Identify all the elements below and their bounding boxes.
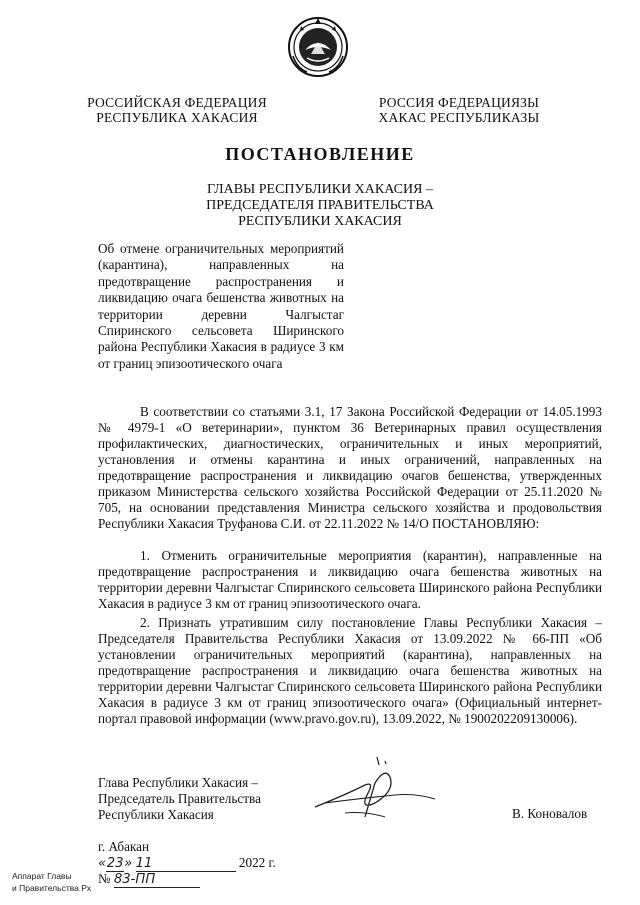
document-title: ПОСТАНОВЛЕНИЕ — [225, 144, 415, 164]
signatory-title — [98, 775, 298, 824]
date-month: 11 — [136, 856, 236, 872]
number-row — [98, 871, 200, 888]
date-row — [98, 855, 278, 872]
number-value: 83-ПП — [114, 872, 200, 888]
place-of-issue: г. Абакан — [98, 839, 150, 854]
number-label: № — [98, 871, 111, 886]
header-right-line1: РОССИЯ ФЕДЕРАЦИЯЗЫ — [378, 95, 540, 110]
signatory-line3: Республики Хакасия — [98, 807, 214, 823]
coat-of-arms-emblem — [287, 16, 349, 78]
header-left-line2: РЕСПУБЛИКА ХАКАСИЯ — [96, 110, 258, 125]
signatory-line2: Председатель Правительства — [98, 791, 261, 807]
header-left-line1: РОССИЙСКАЯ ФЕДЕРАЦИЯ — [87, 95, 267, 110]
date-year: 2022 г. — [238, 855, 276, 870]
signatory-name: В. Коновалов — [512, 806, 588, 821]
paragraph-2: 2. Признать утратившим силу постановление Главы Республики Хакасия – Председателя Правительства Республики Хакасия от 13.09.2022 № 66-ПП «Об установлении ограничительных мероприятий (карантина), направленных на предотвращение распространения и ликвидацию очага бешенства животных на территории деревни Чалгыстаг Спиринского сельсовета Ширинского района Республики Хакасия в радиусе 3 км от границ эпизоотического очага» (Официальный интернет-портал правовой информации (www.pravo.gov.ru), 13.09.2022, № 1900202209130006). — [98, 615, 602, 726]
subtitle-line3: РЕСПУБЛИКИ ХАКАСИЯ — [238, 214, 402, 229]
handwritten-signature — [305, 755, 455, 825]
header-right-line2: ХАКАС РЕСПУБЛИКАЗЫ — [378, 110, 540, 125]
paragraph-intro: В соответствии со статьями 3.1, 17 Закона Российской Федерации от 14.05.1993 № 4979-1 «О ветеринарии», пунктом 36 Ветеринарных правил осуществления профилактических, диагностических, ограничительных и иных мероприятий, установления и отмены карантина и иных ограничений, направленных на предотвращение распространения и ликвидацию очагов бешенства, утвержденных приказом Министерства сельского хозяйства Российской Федерации от 25.11.2020 № 705, на основании представления Министра сельского хозяйства и продовольствия Республики Хакасия Труфанова С.И. от 22.11.2022 № 14/О ПОСТАНОВЛЯЮ: — [98, 404, 602, 531]
office-stamp — [12, 870, 91, 894]
signatory-line1: Глава Республики Хакасия – — [98, 775, 259, 790]
date-day: 23 — [106, 856, 124, 871]
subtitle-line2: ПРЕДСЕДАТЕЛЯ ПРАВИТЕЛЬСТВА — [206, 198, 434, 213]
header-right — [375, 95, 543, 125]
header-left — [86, 95, 268, 125]
stamp-line1: Аппарат Главы — [12, 871, 72, 881]
paragraph-1: 1. Отменить ограничительные мероприятия (карантин), направленные на предотвращение распространения и ликвидацию очага бешенства животных на территории деревни Чалгыстаг Спиринского сельсовета Ширинского района Республики Хакасия в радиусе 3 км от границ эпизоотического очага. — [98, 548, 602, 611]
date-open-quote: « — [98, 856, 107, 871]
subtitle-line1: ГЛАВЫ РЕСПУБЛИКИ ХАКАСИЯ – — [207, 182, 433, 197]
document-subject: Об отмене ограничительных мероприятий (карантина), направленных на предотвращение распространения и ликвидацию очага бешенства животных на территории деревни Чалгыстаг Спиринского сельсовета Ширинского района Республики Хакасия в радиусе 3 км от границ эпизоотического очага — [98, 241, 344, 371]
document-subtitle — [150, 182, 490, 230]
date-close-quote: » — [124, 856, 133, 871]
stamp-line2: и Правительства Рх — [12, 883, 92, 893]
